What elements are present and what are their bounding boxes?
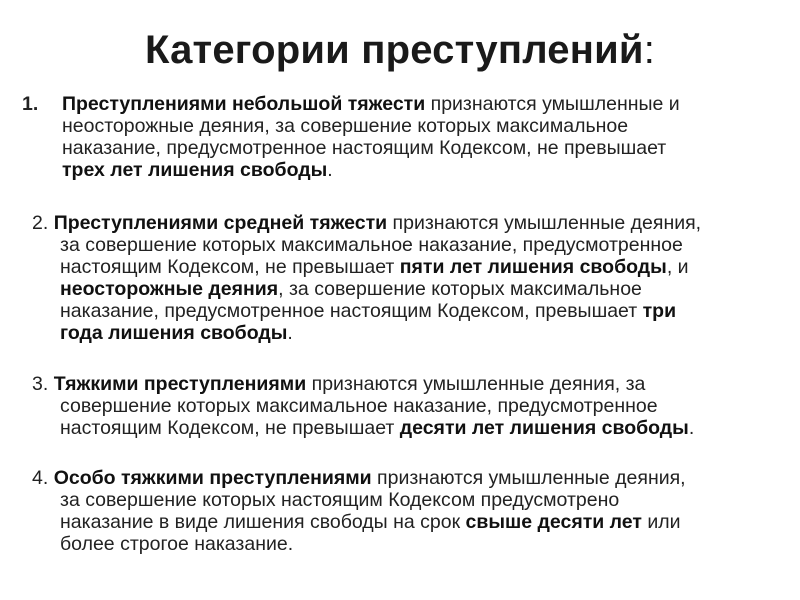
text-run: наказание в виде лишения свободы на срок <box>60 511 466 533</box>
text-run: . <box>327 159 333 181</box>
text-line <box>32 395 694 417</box>
bold-term: свыше десяти лет <box>465 511 642 533</box>
text-run: более строгое наказание. <box>60 533 294 555</box>
text-run: признаются умышленные деяния, <box>387 212 702 234</box>
text-line <box>32 278 701 300</box>
text-run: признаются умышленные деяния, за <box>306 373 646 395</box>
text-run: за совершение которых максимальное наказание, предусмотренное <box>60 234 683 256</box>
text-line <box>32 533 686 555</box>
text-line <box>32 234 701 256</box>
text-run: , и <box>666 256 689 278</box>
text-line <box>32 467 686 489</box>
bold-term: Преступлениями небольшой тяжести <box>62 93 426 115</box>
text-line <box>32 300 701 322</box>
list-item-3-body <box>32 373 694 439</box>
bold-term: Преступлениями средней тяжести <box>53 212 388 234</box>
bold-term: трех лет лишения свободы <box>62 159 328 181</box>
text-line <box>32 511 686 533</box>
bold-term: неосторожные деяния <box>60 278 279 300</box>
text-run: или <box>641 511 681 533</box>
text-run: 3. <box>32 373 54 395</box>
bold-term: Особо тяжкими преступлениями <box>53 467 372 489</box>
text-line <box>62 137 680 159</box>
text-run: , за совершение которых максимальное <box>278 278 642 300</box>
text-run: 4. <box>32 467 54 489</box>
text-line <box>62 159 680 181</box>
text-line <box>32 212 701 234</box>
text-run: . <box>287 322 293 344</box>
list-item-4-body <box>32 467 686 555</box>
text-run: наказание, предусмотренное настоящим Кодексом, превышает <box>60 300 643 322</box>
text-line <box>32 322 701 344</box>
text-run: . <box>688 417 695 439</box>
text-line <box>32 256 701 278</box>
text-line <box>62 115 680 137</box>
list-item-1-body <box>62 93 680 181</box>
text-line <box>32 373 694 395</box>
text-run: признаются умышленные и <box>425 93 680 115</box>
bold-term: Тяжкими преступлениями <box>53 373 307 395</box>
list-item-2-body <box>32 212 701 344</box>
text-line <box>62 93 680 115</box>
text-line <box>32 417 694 439</box>
bold-term: года лишения свободы <box>60 322 288 344</box>
text-run: 2. <box>32 212 54 234</box>
text-line <box>32 489 686 511</box>
slide-title <box>0 28 800 73</box>
text-run: за совершение которых настоящим Кодексом предусмотрено <box>60 489 620 511</box>
text-run: признаются умышленные деяния, <box>371 467 686 489</box>
slide-title-colon: : <box>643 28 656 72</box>
bold-term: три <box>642 300 677 322</box>
text-run: неосторожные деяния, за совершение которых максимальное <box>62 115 629 137</box>
text-run: настоящим Кодексом, не превышает <box>60 256 400 278</box>
text-run: наказание, предусмотренное настоящим Кодексом, не превышает <box>62 137 667 159</box>
text-run: совершение которых максимальное наказание, предусмотренное <box>60 395 658 417</box>
slide-title-text: Категории преступлений <box>144 28 644 72</box>
list-item-1-marker: 1. <box>22 93 39 115</box>
bold-term: пяти лет лишения свободы <box>399 256 667 278</box>
bold-term: десяти лет лишения свободы <box>399 417 689 439</box>
text-run: настоящим Кодексом, не превышает <box>60 417 400 439</box>
